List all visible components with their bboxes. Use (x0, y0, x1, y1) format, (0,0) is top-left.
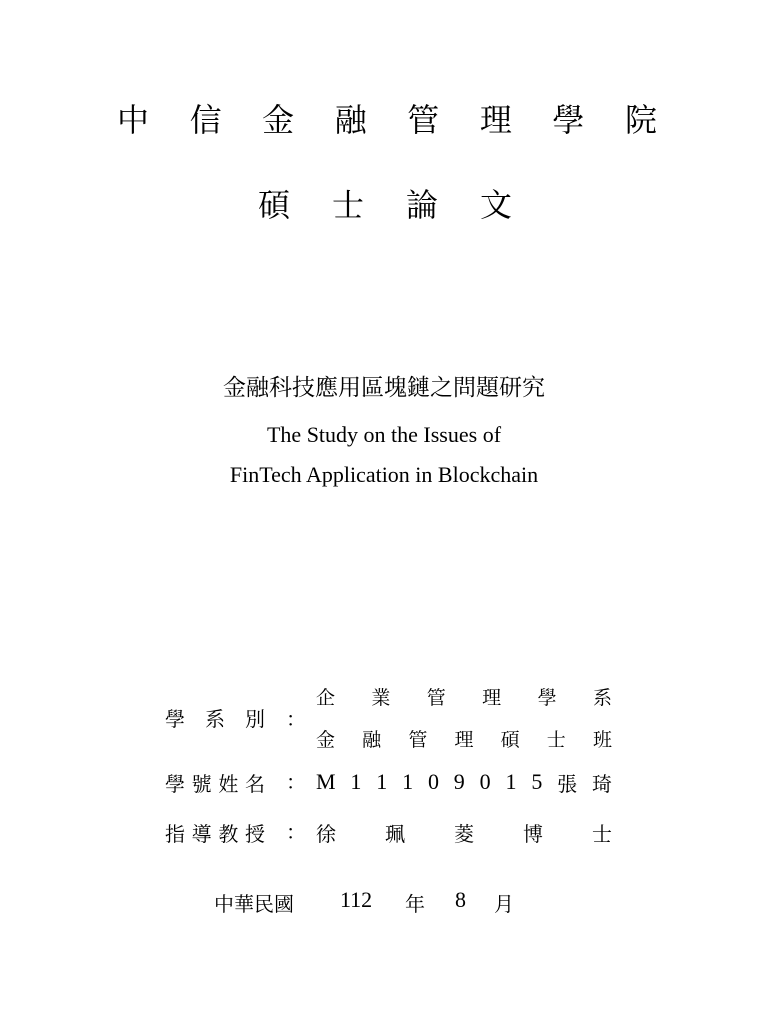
degree-type (258, 180, 512, 226)
degree-char: 論 (405, 186, 438, 224)
date-year-unit: 年 (405, 892, 425, 916)
department-label-char: 別 (245, 706, 265, 731)
department-value-char: 碩 (500, 728, 520, 751)
degree-char: 士 (331, 186, 364, 224)
date-month-unit: 月 (494, 892, 514, 916)
advisor-name-char: 菱 (454, 821, 474, 846)
student-name-char: 琦 (592, 771, 612, 796)
student-id-char: 1 (505, 769, 517, 794)
student-label-char: 學 (165, 771, 185, 796)
thesis-title-english-line2: FinTech Application in Blockchain (229, 462, 539, 487)
department-value-line1 (316, 681, 612, 711)
advisor-label-char: 教 (218, 821, 239, 846)
student-value (316, 767, 612, 797)
submission-date (0, 888, 768, 918)
thesis-title-chinese: 金融科技應用區塊鏈之問題研究 (223, 375, 545, 401)
thesis-title-english-line1: The Study on the Issues of (266, 422, 502, 447)
advisor-label (165, 817, 265, 847)
student-id-char: 1 (402, 769, 414, 794)
department-value-char: 理 (482, 686, 502, 709)
student-label (165, 767, 265, 797)
student-id-char: M (316, 769, 336, 794)
department-value-char: 管 (426, 686, 446, 709)
department-value-char: 企 (316, 686, 336, 709)
student-colon: ： (286, 770, 306, 794)
institution-char: 學 (552, 101, 585, 139)
institution-char: 信 (189, 101, 222, 139)
institution-char: 管 (407, 101, 440, 139)
student-label-char: 姓 (218, 771, 239, 796)
department-value-char: 管 (408, 728, 428, 751)
advisor-label-char: 指 (165, 821, 185, 846)
department-value-char: 金 (316, 728, 336, 751)
department-value-line2 (316, 723, 612, 753)
department-value-char: 融 (362, 728, 382, 751)
department-value-char: 學 (537, 686, 557, 709)
advisor-label-char: 導 (191, 821, 212, 846)
department-label (165, 702, 265, 732)
department-colon: ： (286, 707, 306, 731)
student-id-char: 1 (350, 769, 362, 794)
date-month: 8 (455, 887, 466, 912)
date-era: 中華民國 (214, 892, 294, 916)
advisor-name-char: 博 (523, 821, 543, 846)
student-id-char: 0 (427, 769, 439, 794)
department-value-char: 業 (371, 686, 391, 709)
institution-name (117, 95, 657, 141)
institution-char: 金 (262, 101, 295, 139)
advisor-name-char: 士 (592, 821, 612, 846)
student-id-char: 9 (453, 769, 465, 794)
advisor-name-char: 徐 (316, 821, 336, 846)
student-name-char: 張 (557, 771, 578, 796)
student-id-char: 1 (376, 769, 388, 794)
department-value-char: 士 (546, 728, 566, 751)
advisor-name-char: 珮 (385, 821, 405, 846)
degree-char: 文 (479, 186, 512, 224)
advisor-value (316, 817, 612, 847)
department-value-char: 班 (592, 728, 612, 751)
department-value-char: 理 (454, 728, 474, 751)
advisor-label-char: 授 (244, 821, 265, 846)
advisor-colon: ： (286, 820, 306, 844)
student-label-char: 名 (244, 771, 265, 796)
date-year: 112 (340, 887, 373, 912)
degree-char: 碩 (258, 186, 291, 224)
institution-char: 中 (117, 101, 150, 139)
department-label-char: 學 (165, 706, 185, 731)
student-id-char: 5 (531, 769, 543, 794)
institution-char: 理 (479, 101, 512, 139)
student-id-char: 0 (479, 769, 491, 794)
student-label-char: 號 (191, 771, 212, 796)
department-value-char: 系 (592, 686, 612, 709)
department-label-char: 系 (205, 706, 225, 731)
institution-char: 融 (334, 101, 367, 139)
institution-char: 院 (624, 101, 657, 139)
